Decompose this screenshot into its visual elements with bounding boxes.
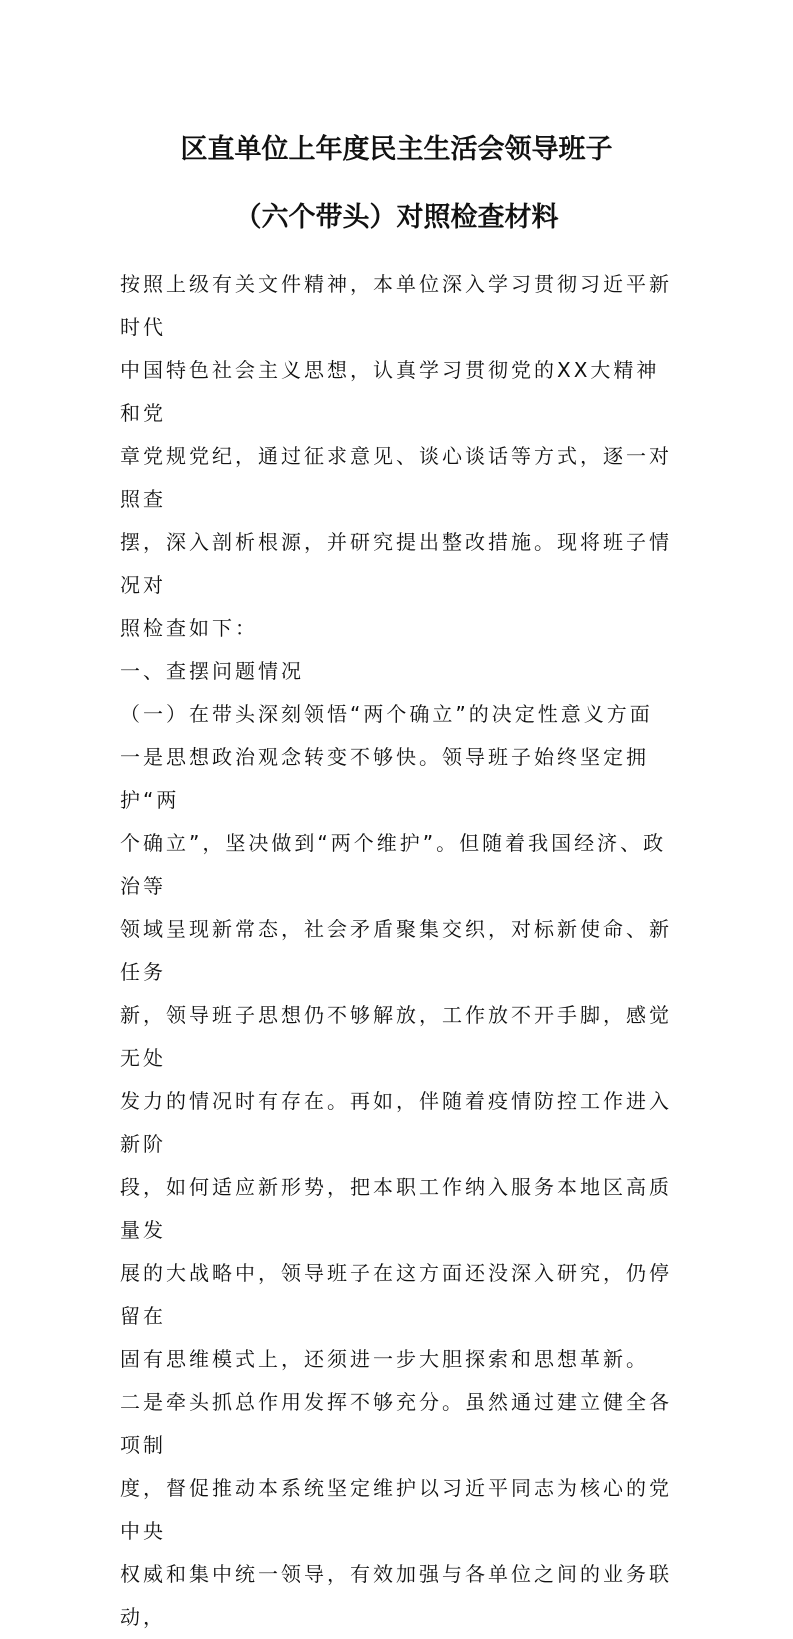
body-text-line: 摆，深入剖析根源，并研究提出整改措施。现将班子情况对	[120, 530, 672, 597]
body-text-line: 中国特色社会主义思想，认真学习贯彻党的XX大精神和党	[120, 358, 660, 425]
body-text-line: 权威和集中统一领导，有效加强与各单位之间的业务联动，	[120, 1562, 672, 1629]
body-text-line: 新，领导班子思想仍不够解放，工作放不开手脚，感觉无处	[120, 1003, 672, 1070]
body-text-line: 段，如何适应新形势，把本职工作纳入服务本地区高质量发	[120, 1175, 672, 1242]
body-text-line: 照检查如下：	[120, 616, 258, 640]
body-text-line: 章党规党纪，通过征求意见、谈心谈话等方式，逐一对照查	[120, 444, 672, 511]
body-text-line: （一）在带头深刻领悟“两个确立”的决定性意义方面	[120, 702, 653, 726]
body-text-line: 一是思想政治观念转变不够快。领导班子始终坚定拥护“两	[120, 745, 649, 812]
body-text-line: 领域呈现新常态，社会矛盾聚集交织，对标新使命、新任务	[120, 917, 672, 984]
body-text-line: 度，督促推动本系统坚定维护以习近平同志为核心的党中央	[120, 1476, 672, 1543]
body-text-line: 个确立”，坚决做到“两个维护”。但随着我国经济、政治等	[120, 831, 667, 898]
body-text-line: 发力的情况时有存在。再如，伴随着疫情防控工作进入新阶	[120, 1089, 672, 1156]
body-text-line: 一、查摆问题情况	[120, 659, 304, 683]
body-text-line: 固有思维模式上，还须进一步大胆探索和思想革新。	[120, 1347, 649, 1371]
document-title-line-1: 区直单位上年度民主生活会领导班子	[180, 134, 613, 165]
body-text-line: 按照上级有关文件精神，本单位深入学习贯彻习近平新时代	[120, 272, 672, 339]
body-text-line: 二是牵头抓总作用发挥不够充分。虽然通过建立健全各项制	[120, 1390, 672, 1457]
body-text-line: 展的大战略中，领导班子在这方面还没深入研究，仍停留在	[120, 1261, 672, 1328]
document-body	[120, 263, 675, 1639]
document-title-line-2: （六个带头）对照检查材料	[234, 202, 559, 233]
